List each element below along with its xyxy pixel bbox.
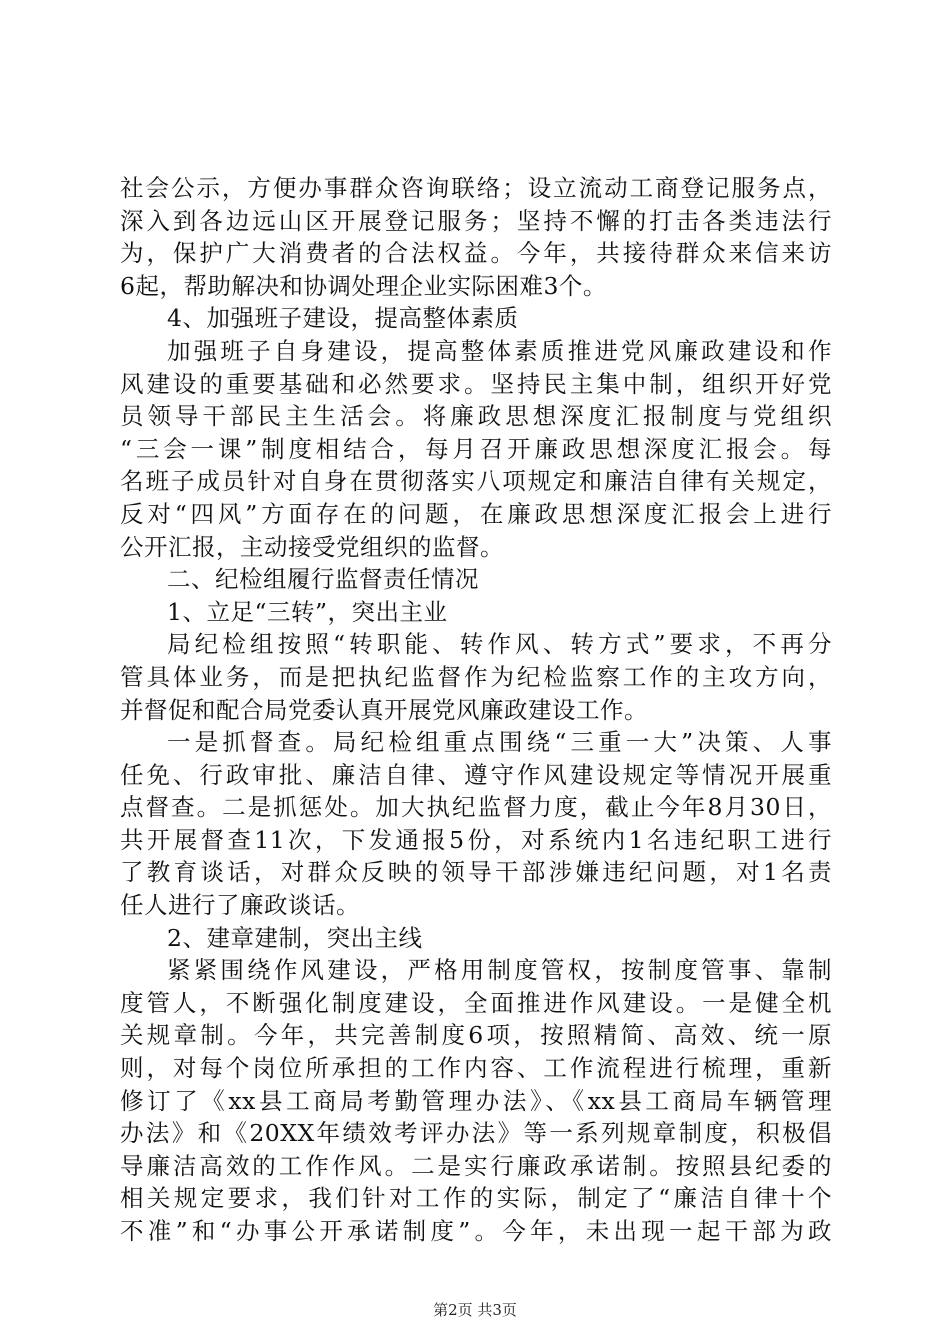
text-line: 社会公示，方便办事群众咨询联络；设立流动工商登记服务点，: [120, 174, 832, 202]
text-line: 为，保护广大消费者的合法权益。今年，共接待群众来信来访: [120, 239, 832, 268]
text-line: 管具体业务，而是把执纪监督作为纪检监察工作的主攻方向，: [120, 662, 832, 691]
section-heading: 二、纪检组履行监督责任情况: [167, 565, 479, 594]
text-line: 任人进行了廉政谈话。: [120, 891, 360, 920]
text-line: 任免、行政审批、廉洁自律、遵守作风建设规定等情况开展重: [120, 760, 832, 789]
text-line: 则，对每个岗位所承担的工作内容、工作流程进行梳理，重新: [120, 1054, 832, 1083]
document-body: [120, 172, 832, 1248]
text-line: 办法》和《20XX年绩效考评办法》等一系列规章制度，积极倡: [120, 1119, 832, 1148]
page-number-footer: 第2页 共3页: [433, 1301, 517, 1319]
text-line: 名班子成员针对自身在贯彻落实八项规定和廉洁自律有关规定，: [120, 467, 832, 496]
subsection-heading: 2、建章建制，突出主线: [167, 923, 423, 952]
text-line: 共开展督查11次，下发通报5份，对系统内1名违纪职工进行: [120, 825, 832, 854]
text-line: 风建设的重要基础和必然要求。坚持民主集中制，组织开好党: [120, 369, 832, 398]
text-line: 相关规定要求，我们针对工作的实际，制定了“廉洁自律十个: [120, 1184, 832, 1213]
text-line: 反对“四风”方面存在的问题，在廉政思想深度汇报会上进行: [120, 499, 832, 528]
text-line: 关规章制。今年，共完善制度6项，按照精简、高效、统一原: [120, 1021, 832, 1050]
paragraph-start-line: 紧紧围绕作风建设，严格用制度管权，按制度管事、靠制: [167, 956, 832, 985]
text-line: 6起，帮助解决和协调处理企业实际困难3个。: [120, 271, 607, 300]
section-heading: 4、加强班子建设，提高整体素质: [167, 304, 519, 333]
text-line: 了教育谈话，对群众反映的领导干部涉嫌违纪问题，对1名责: [120, 858, 832, 887]
text-line: 不准”和“办事公开承诺制度”。今年，未出现一起干部为政: [120, 1217, 832, 1245]
paragraph-start-line: 加强班子自身建设，提高整体素质推进党风廉政建设和作: [167, 336, 832, 365]
text-line: 公开汇报，主动接受党组织的监督。: [120, 532, 504, 561]
paragraph-start-line: 局纪检组按照“转职能、转作风、转方式”要求，不再分: [167, 630, 832, 659]
subsection-heading: 1、立足“三转”，突出主业: [167, 597, 448, 626]
text-line: 并督促和配合局党委认真开展党风廉政建设工作。: [120, 695, 648, 724]
text-line: 导廉洁高效的工作作风。二是实行廉政承诺制。按照县纪委的: [120, 1151, 832, 1180]
text-line: 度管人，不断强化制度建设，全面推进作风建设。一是健全机: [120, 988, 832, 1017]
text-line: 修订了《xx县工商局考勤管理办法》、《xx县工商局车辆管理: [120, 1086, 832, 1115]
text-line: 深入到各边远山区开展登记服务；坚持不懈的打击各类违法行: [120, 206, 832, 235]
text-line: 员领导干部民主生活会。将廉政思想深度汇报制度与党组织: [120, 402, 832, 431]
text-line: “三会一课”制度相结合，每月召开廉政思想深度汇报会。每: [120, 434, 832, 463]
text-line: 点督查。二是抓惩处。加大执纪监督力度，截止今年8月30日，: [120, 793, 832, 822]
paragraph-start-line: 一是抓督查。局纪检组重点围绕“三重一大”决策、人事: [167, 728, 832, 757]
